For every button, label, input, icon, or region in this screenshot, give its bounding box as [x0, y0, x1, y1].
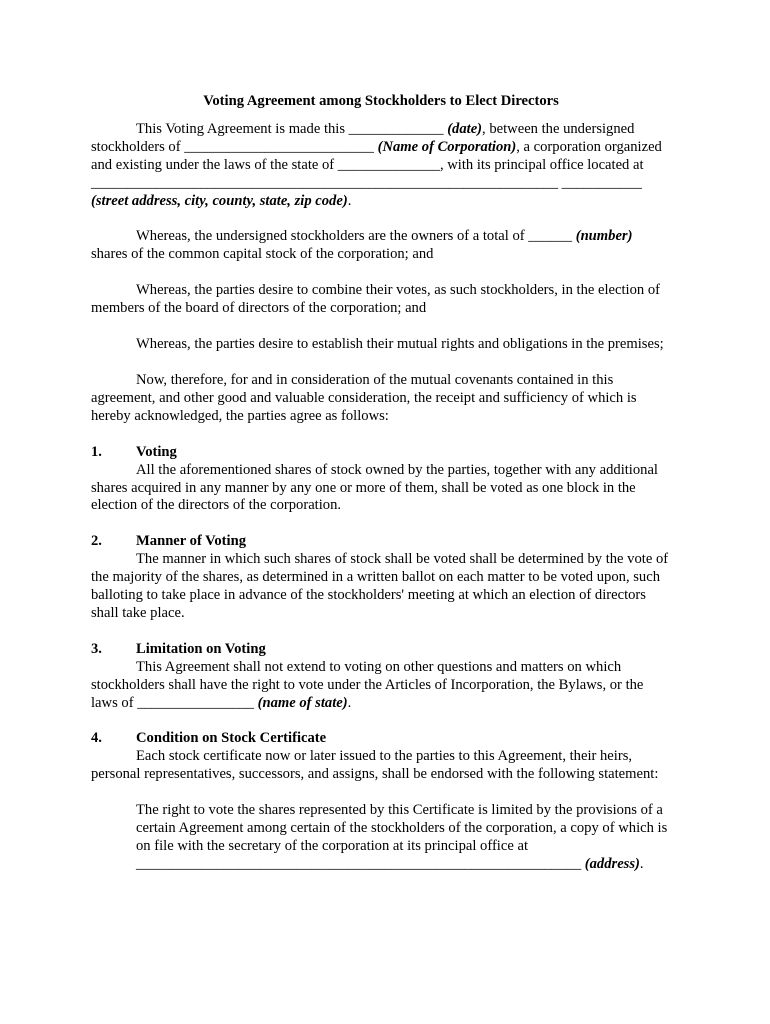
section-body: This Agreement shall not extend to voting on other questions and matters on which stockholders shall have the right to vote under the Articles of Incorporation, the Bylaws, or the laws of ________________ (name of state). — [91, 658, 644, 711]
certificate-endorsement-quote: The right to vote the shares represented by this Certificate is limited by the provisions of a certain Agreement among certain of the stockholders of the corporation, a copy of which is on file with the secretary of the corporation at its principal office at _____________________________________________________________ (address). — [136, 802, 668, 872]
section-number: 3. — [91, 640, 102, 657]
section-condition-on-stock-certificate — [91, 730, 671, 873]
section-body: All the aforementioned shares of stock owned by the parties, together with any additional shares acquired in any manner by any one or more of them, shall be voted as one block in the election of the directors of the corporation. — [91, 461, 658, 514]
section-heading — [91, 730, 671, 748]
corporation-placeholder-label: (Name of Corporation) — [377, 138, 517, 155]
section-number: 2. — [91, 533, 102, 550]
section-body: The manner in which such shares of stock shall be voted shall be determined by the vote of the majority of the shares, as determined in a written ballot on each matter to be voted upon, such balloting to take place in advance of the stockholders' meeting at which an election of directors shall take place. — [91, 551, 669, 621]
intro-paragraph: This Voting Agreement is made this _____________ (date), between the undersigned stockholders of __________________________ (Name of Corporation), a corporation organized and existing under the laws of the state of ______________, with its principal office located at ________________________________________________________________ ___________ (street address, city, county, state, zip code). — [91, 120, 662, 209]
section-number: 1. — [91, 443, 102, 460]
section-number: 4. — [91, 730, 102, 747]
number-placeholder-label: (number) — [575, 228, 633, 245]
section-title: Limitation on Voting — [136, 640, 266, 657]
document-title: Voting Agreement among Stockholders to Elect Directors — [203, 93, 559, 109]
office-address-placeholder-label: (address) — [584, 855, 640, 872]
document-page — [91, 93, 671, 892]
section-heading — [91, 533, 671, 551]
section-title: Voting — [136, 443, 177, 460]
section-title: Condition on Stock Certificate — [136, 730, 327, 747]
whereas-paragraph-1: Whereas, the undersigned stockholders are the owners of a total of ______ (number) shares of the common capital stock of the corporation; and — [91, 228, 633, 263]
section-limitation-on-voting — [91, 641, 671, 713]
address-placeholder-label: (street address, city, county, state, zip code) — [91, 192, 348, 209]
section-heading — [91, 444, 671, 462]
section-body: Each stock certificate now or later issued to the parties to this Agreement, their heirs, personal representatives, successors, and assigns, shall be endorsed with the following statement: — [91, 748, 659, 783]
state-placeholder-label: (name of state) — [257, 694, 348, 711]
whereas-paragraph-3: Whereas, the parties desire to establish their mutual rights and obligations in the premises; — [136, 336, 664, 353]
whereas-paragraph-2: Whereas, the parties desire to combine their votes, as such stockholders, in the election of members of the board of directors of the corporation; and — [91, 282, 660, 317]
section-heading — [91, 641, 671, 659]
now-therefore-paragraph: Now, therefore, for and in consideration of the mutual covenants contained in this agreement, and other good and valuable consideration, the receipt and sufficiency of which is hereby acknowledged, the parties agree as follows: — [91, 371, 637, 424]
date-placeholder-label: (date) — [447, 120, 483, 137]
section-voting — [91, 444, 671, 516]
section-manner-of-voting — [91, 533, 671, 623]
section-title: Manner of Voting — [136, 533, 247, 550]
